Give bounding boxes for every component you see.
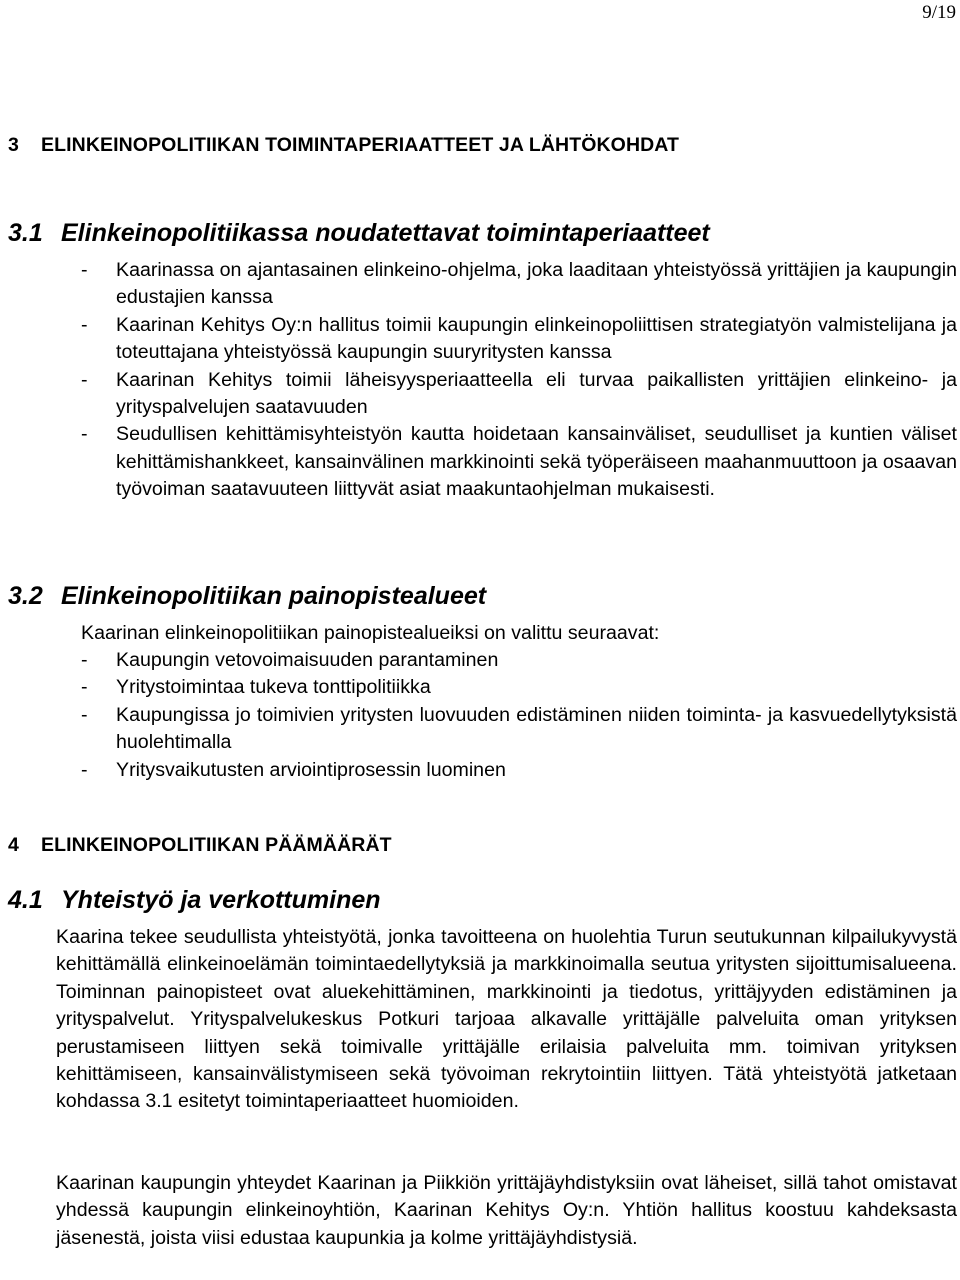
section-4-title: ELINKEINOPOLITIIKAN PÄÄMÄÄRÄT	[41, 834, 392, 856]
section-3-title: ELINKEINOPOLITIIKAN TOIMINTAPERIAATTEET JA LÄHTÖKOHDAT	[41, 134, 680, 156]
bullet-dash: -	[81, 703, 88, 726]
section-3-2-intro: Kaarinan elinkeinopolitiikan painopistealueiksi on valittu seuraavat:	[81, 622, 660, 644]
section-3-1-list	[81, 257, 957, 504]
list-item-text: Kaupungissa jo toimivien yritysten luovuuden edistäminen niiden toiminta- ja kasvuedellytyksistä huolehtimalla	[116, 703, 957, 754]
section-4-1-number: 4.1	[8, 886, 43, 914]
list-item	[81, 421, 957, 503]
list-item	[81, 257, 957, 312]
list-item-text: Seudullisen kehittämisyhteistyön kautta hoidetaan kansainväliset, seudulliset ja kuntien väliset kehittämishankkeet, kansainvälinen markkinointi sekä työperäiseen maahanmuuttoon ja osaavan työvoiman saatavuuteen liittyvät asiat maakuntaohjelman mukaisesti.	[116, 423, 957, 501]
list-item	[81, 702, 957, 757]
bullet-dash: -	[81, 758, 88, 781]
list-item	[81, 312, 957, 367]
list-item	[81, 674, 957, 701]
section-4-number: 4	[8, 834, 19, 856]
list-item	[81, 647, 957, 674]
list-item-text: Yritystoimintaa tukeva tonttipolitiikka	[116, 676, 431, 699]
section-3-1-title: Elinkeinopolitiikassa noudatettavat toimintaperiaatteet	[61, 219, 710, 247]
section-3-1-heading	[8, 219, 710, 248]
page-number: 9/19	[922, 2, 956, 23]
section-3-heading	[8, 134, 679, 157]
list-item-text: Kaarinan Kehitys toimii läheisyysperiaatteella eli turvaa paikallisten yrittäjien elinkeino- ja yrityspalvelujen saatavuuden	[116, 368, 957, 419]
section-4-1-heading	[8, 886, 381, 915]
list-item-text: Kaupungin vetovoimaisuuden parantaminen	[116, 649, 499, 671]
section-3-2-title: Elinkeinopolitiikan painopistealueet	[61, 582, 487, 610]
bullet-dash: -	[81, 313, 88, 336]
bullet-dash: -	[81, 423, 88, 446]
section-4-1-title: Yhteistyö ja verkottuminen	[61, 886, 381, 914]
list-item	[81, 367, 957, 422]
section-4-1-paragraph-2	[56, 1170, 957, 1252]
bullet-dash: -	[81, 649, 88, 671]
section-3-1-number: 3.1	[8, 219, 43, 247]
section-4-1-paragraph-1	[56, 924, 957, 1116]
section-3-2-number: 3.2	[8, 582, 43, 610]
paragraph: Kaarina tekee seudullista yhteistyötä, jonka tavoitteena on huolehtia Turun seutukunnan kilpailukyvystä kehittämällä elinkeinoelämän toimintaedellytyksiä ja markkinoimalla seutua yritysten sijoittumisalueena. Toiminnan painopisteet ovat aluekehittäminen, markkinointi ja tiedotus, yrittäjyyden edistäminen ja yrityspalvelut. Yrityspalvelukeskus Potkuri tarjoaa alkavalle yrittäjälle palveluita oman yrityksen perustamiseen liittyen sekä toimivalle yrittäjälle erilaisia palveluita mm. toimivan yrityksen kehittämiseen, kansainvälistymiseen sekä työvoiman rekrytointiin liittyen. Tätä yhteistyötä jatketaan kohdassa 3.1 esitetyt toimintaperiaatteet huomioiden.	[56, 926, 957, 1113]
list-item-text: Kaarinan Kehitys Oy:n hallitus toimii kaupungin elinkeinopoliittisen strategiatyön valmistelijana ja toteuttajana yhteistyössä kaupungin suuryritysten kanssa	[116, 313, 957, 364]
list-item-text: Kaarinassa on ajantasainen elinkeino-ohjelma, joka laaditaan yhteistyössä yrittäjien ja kaupungin edustajien kanssa	[116, 259, 957, 309]
bullet-dash: -	[81, 259, 88, 281]
bullet-dash: -	[81, 368, 88, 391]
bullet-dash: -	[81, 676, 88, 699]
section-3-2-list	[81, 647, 957, 784]
list-item-text: Yritysvaikutusten arviointiprosessin luominen	[116, 758, 506, 781]
section-4-heading	[8, 834, 392, 857]
section-3-number: 3	[8, 134, 19, 156]
list-item	[81, 757, 957, 784]
paragraph: Kaarinan kaupungin yhteydet Kaarinan ja Piikkiön yrittäjäyhdistyksiin ovat läheiset, sillä tahot omistavat yhdessä kaupungin elinkeinoyhtiön, Kaarinan Kehitys Oy:n. Yhtiön hallitus koostuu kahdeksasta jäsenestä, joista viisi edustaa kaupunkia ja kolme yrittäjäyhdistysiä.	[56, 1172, 957, 1249]
section-3-2-heading	[8, 582, 486, 611]
